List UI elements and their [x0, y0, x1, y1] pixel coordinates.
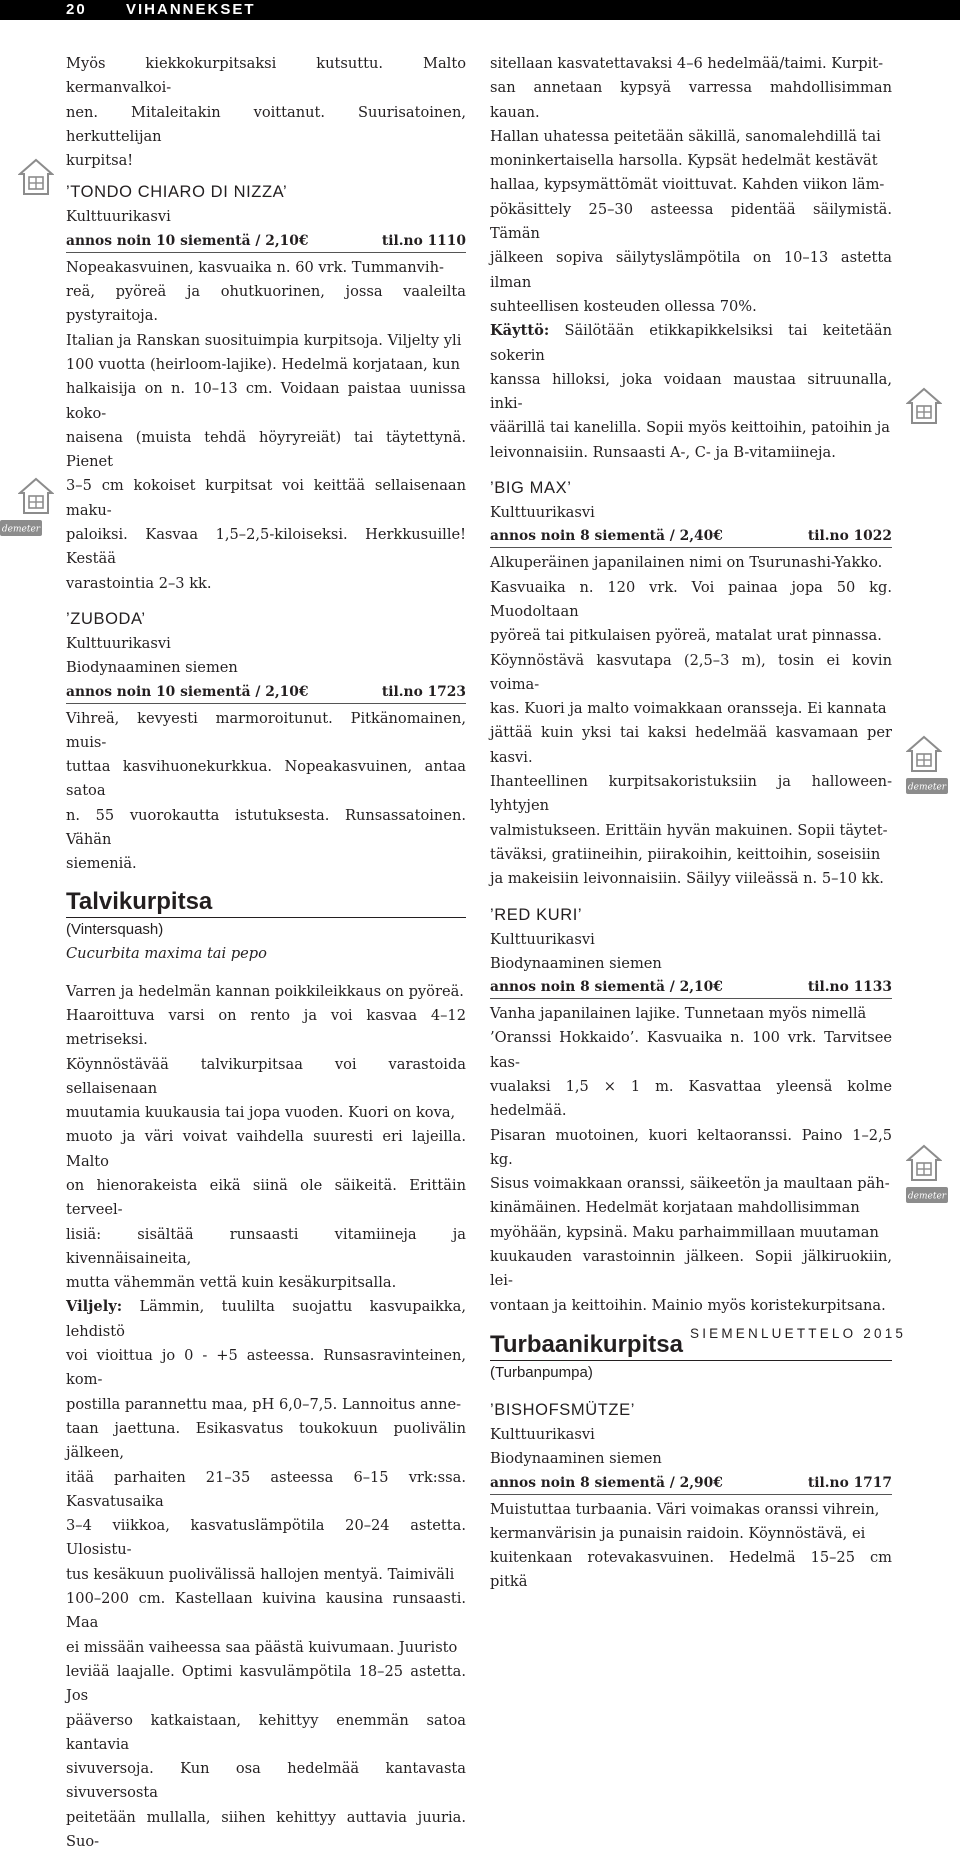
order-line — [66, 681, 466, 704]
variety-type: Kulttuurikasvi — [66, 634, 171, 652]
variety-description: Alkuperäinen japanilainen nimi on Tsurunashi-Yakko. Kasvuaika n. 120 vrk. Voi painaa jopa 50 kg. Muodoltaan pyöreä tai pitkulaisen pyöreä, matalat urat pinnassa. Köynnöstävä kasvutapa (2,5–3 m), tosin ei kovin voima- kas. Kuori ja malto voimakkaan oransseja. Ei kannata jättää kuin yksi tai kaksi hedelmää kasvamaan per kasvi. Ihanteellinen kurpitsakoristuksiin ja halloween-lyhtyjen valmistukseen. Erittäin hyvän makuinen. Sopii täytet- täväksi, gratiineihin, piirakoihin, keittoihin, soseisiin ja makeisiin leivonnaisiin. Säilyy viileässä n. 5–10 kk. — [490, 554, 892, 888]
order-line — [66, 230, 466, 253]
variety-type: Kulttuurikasvi — [66, 208, 171, 226]
variety-redkuri — [490, 902, 892, 1318]
heirloom-house-icon — [906, 387, 942, 425]
order-number: til.no 1110 — [381, 232, 466, 249]
demeter-logo — [906, 1187, 948, 1203]
page-footer: SIEMENLUETTELO 2015 — [690, 1326, 907, 1341]
section-heading: Turbaanikurpitsa — [490, 1330, 892, 1361]
usage-text — [490, 319, 892, 465]
order-number: til.no 1022 — [807, 528, 892, 545]
section-heading: Talvikurpitsa — [66, 887, 466, 918]
section-subtitle: (Turbanpumpa) — [490, 1363, 593, 1381]
variety-name: ’ZUBODA’ — [66, 609, 146, 628]
usage-body: Säilötään etikkapikkelsiksi tai keitetään sokerin kanssa hilloksi, joka voidaan maustaa sitruunalla, inki- väärillä tai kanelilla. Sopii myös keittoihin, patoihin ja leivonnaisiin. Runsaasti A-, C- ja B-vitamiineja. — [490, 322, 892, 461]
latin-name: Cucurbita maxima tai pepo — [66, 944, 267, 962]
order-amount: annos noin 8 siementä / 2,90€ — [490, 1474, 723, 1491]
order-amount: annos noin 10 siementä / 2,10€ — [66, 232, 309, 249]
demeter-logo — [0, 520, 42, 536]
seed-type: Biodynaaminen siemen — [490, 954, 662, 972]
variety-name: ’RED KURI’ — [490, 905, 583, 924]
variety-name: ’TONDO CHIARO DI NIZZA’ — [66, 183, 288, 202]
order-amount: annos noin 8 siementä / 2,10€ — [490, 979, 723, 996]
continued-text: sitellaan kasvatettavaksi 4–6 hedelmää/taimi. Kurpit- san annetaan kypsyä varressa mahdollisimman kauan. Hallan uhatessa peitetään säkillä, sanomalehdillä tai moninkertaisella harsolla. Kypsät hedelmät kestävät hallaa, kypsymättömät vioittuvat. Kahden viikon läm- pökäsittely 25–30 asteessa pidentää säilymistä. Tämän jälkeen sopiva säilytyslämpötila on 10–13 astetta ilman suhteellisen kosteuden ollessa 70%. — [490, 55, 892, 315]
section-title: VIHANNEKSET — [126, 1, 256, 18]
cultivation-text — [66, 1295, 466, 1854]
section-talvikurpitsa — [66, 887, 466, 1854]
section-description: Varren ja hedelmän kannan poikkileikkaus on pyöreä. Haaroittuva varsi on rento ja voi kasvaa 4–12 metriseksi. Köynnöstävää talvikurpitsaa voi varastoida sellaisenaan muutamia kuukausia tai jopa vuoden. Kuori on kova, muoto ja väri voivat vaihdella suuresti eri lajeilla. Malto on hienorakeista eikä siinä ole säikeitä. Erittäin terveel- lisiä: sisältää runsaasti vitamiineja ja kivennäisaineita, mutta vähemmän vettä kuin kesäkurpitsalla. — [66, 982, 466, 1292]
variety-zuboda — [66, 606, 466, 877]
order-line — [490, 1472, 892, 1495]
order-line — [490, 525, 892, 548]
order-line — [490, 976, 892, 999]
svg-text:demeter: demeter — [907, 1191, 947, 1202]
svg-text:demeter: demeter — [907, 782, 947, 793]
heirloom-house-icon — [18, 477, 54, 515]
order-number: til.no 1133 — [807, 979, 892, 996]
variety-name: ’BISHOFSMÜTZE’ — [490, 1400, 635, 1419]
usage-label: Käyttö: — [490, 322, 550, 340]
left-column — [66, 52, 466, 1854]
order-number: til.no 1717 — [807, 1474, 892, 1491]
page-header — [0, 0, 960, 20]
svg-text:demeter: demeter — [1, 524, 41, 535]
heirloom-house-icon — [906, 1144, 942, 1182]
page-number: 20 — [66, 1, 87, 18]
variety-type: Kulttuurikasvi — [490, 1425, 595, 1443]
variety-description: Muistuttaa turbaania. Väri voimakas oranssi vihrein, kermanvärisin ja punaisin raidoin. Köynnöstävä, ei kuitenkaan rotevakasvuinen. Hedelmä 15–25 cm pitkä — [490, 1500, 892, 1591]
demeter-logo — [906, 778, 948, 794]
variety-type: Kulttuurikasvi — [490, 504, 595, 522]
variety-bishofsmutze — [490, 1397, 892, 1595]
section-subtitle: (Vintersquash) — [66, 920, 164, 938]
heirloom-house-icon — [18, 158, 54, 196]
variety-description: Nopeakasvuinen, kasvuaika n. 60 vrk. Tummanvih- reä, pyöreä ja ohutkuorinen, jossa vaaleilta pystyraitoja. Italian ja Ranskan suosituimpia kurpitsoja. Viljelty yli 100 vuotta (heirloom-lajike). Hedelmä korjataan, kun halkaisija on n. 10–13 cm. Voidaan paistaa uunissa koko- naisena (muista tehdä höyryreiät) tai täytettynä. Pienet 3–5 cm kokoiset kurpitsat voi keittää sellaisenaan maku- paloiksi. Kasvaa 1,5–2,5-kiloiseksi. Herkkusuille! Kestää varastointia 2–3 kk. — [66, 258, 466, 592]
order-amount: annos noin 10 siementä / 2,10€ — [66, 683, 309, 700]
variety-description: Vanha japanilainen lajike. Tunnetaan myös nimellä ’Oranssi Hokkaido’. Kasvuaika n. 100 vrk. Tarvitsee kas- vualaksi 1,5 × 1 m. Kasvattaa yleensä kolme hedelmää. Pisaran muotoinen, kuori keltaoranssi. Paino 1–2,5 kg. Sisus voimakkaan oranssi, säikeetön ja maultaan päh- kinämäinen. Hedelmät korjataan mahdollisimman myöhään, kypsinä. Maku parhaimmillaan muutaman kuukauden varastoinnin jälkeen. Sopii jälkiruokiin, lei- vontaan ja keittoihin. Mainio myös koristekurpitsana. — [490, 1005, 892, 1314]
seed-type: Biodynaaminen siemen — [66, 659, 238, 677]
right-column — [490, 52, 892, 1595]
cultivation-body: Lämmin, tuulilta suojattu kasvupaikka, lehdistö voi vioittua jo 0 - +5 asteessa. Runsasravinteinen, kom- postilla parannettu maa, pH 6,0–7,5. Lannoitus anne- taan jaettuna. Esikasvatus toukokuun puolivälin jälkeen, itää parhaiten 21–35 asteessa 6–15 vrk:ssa. Kasvatusaika 3–4 viikkoa, kasvatuslämpötila 20–24 astetta. Ulosistu- tus kesäkuun puolivälissä hallojen mentyä. Taimiväli 100–200 cm. Kastellaan kuivina kausina runsaasti. Maa ei missään vaiheessa saa päästä kuivumaan. Juuristo leviää laajalle. Optimi kasvulämpötila 18–25 astetta. Jos pääverso katkaistaan, kehittyy enemmän satoa kantavia sivuversoja. Kun osa hedelmää kantavasta sivuversosta peitetään mullalla, siihen kehittyy auttavia juuria. Suo- — [66, 1298, 466, 1850]
variety-tondo — [66, 179, 466, 595]
variety-type: Kulttuurikasvi — [490, 930, 595, 948]
order-number: til.no 1723 — [381, 683, 466, 700]
intro-text: Myös kiekkokurpitsaksi kutsuttu. Malto kermanvalkoi- nen. Mitaleitakin voittanut. Suurisatoinen, herkuttelijan kurpitsa! — [66, 55, 466, 170]
order-amount: annos noin 8 siementä / 2,40€ — [490, 528, 723, 545]
variety-description: Vihreä, kevyesti marmoroitunut. Pitkänomainen, muis- tuttaa kasvihuonekurkkua. Nopeakasvuinen, antaa satoa n. 55 vuorokautta istutuksesta. Runsassatoinen. Vähän siemeniä. — [66, 709, 466, 873]
variety-name: ’BIG MAX’ — [490, 479, 572, 498]
cultivation-label: Viljely: — [66, 1298, 123, 1316]
variety-bigmax — [490, 475, 892, 891]
seed-type: Biodynaaminen siemen — [490, 1450, 662, 1468]
heirloom-house-icon — [906, 735, 942, 773]
